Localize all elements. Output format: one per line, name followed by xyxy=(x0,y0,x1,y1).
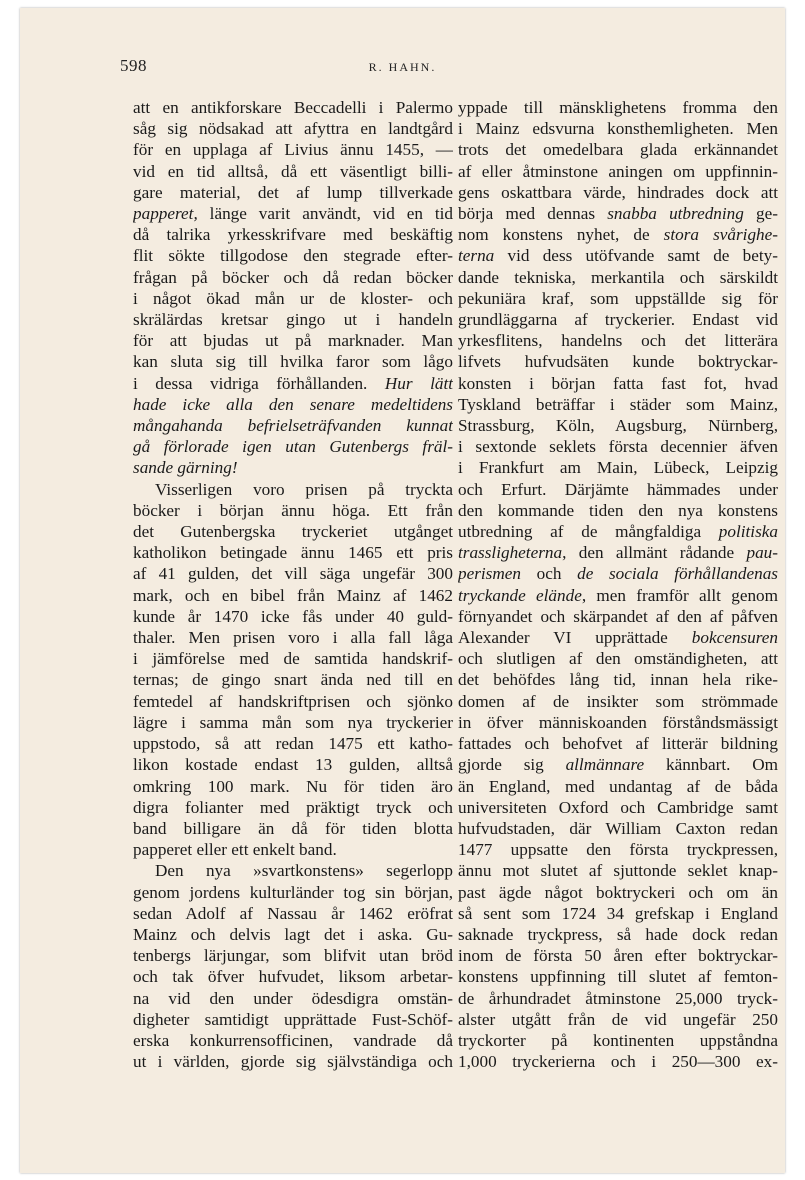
text-line: af 41 gulden, det vill säga ungefär 300 xyxy=(133,564,453,584)
text-line: sedan Adolf af Nassau år 1462 eröfrat xyxy=(133,903,453,923)
text-line xyxy=(458,521,778,542)
text-line: att en antikforskare Beccadelli i Palermo xyxy=(133,98,453,117)
paragraph-4 xyxy=(458,97,778,1072)
paragraph-3 xyxy=(133,860,453,1072)
text-line: de århundradet åtminstone 25,000 tryck- xyxy=(458,988,778,1008)
text-line: såg sig nödsakad att afyttra en landtgård xyxy=(133,119,453,139)
text-line: af eller åtminstone aningen om uppfinnin- xyxy=(458,161,778,181)
text-run: börja med dennas xyxy=(458,204,608,224)
paragraph-1 xyxy=(133,97,453,479)
italic-phrase: gå förlorade igen utan Gutenbergs fräl- xyxy=(133,437,453,457)
text-line: uppstodo, så att redan 1475 ett katho- xyxy=(133,734,453,754)
text-line: skrälärdas kretsar gingo ut i handeln xyxy=(133,310,453,330)
italic-phrase: trassligheterna xyxy=(458,543,563,563)
paragraph-2 xyxy=(133,479,453,861)
text-line: trots det omedelbara glada erkännandet xyxy=(458,140,778,160)
text-line: domen af de insikter som strömmade xyxy=(458,691,778,711)
text-run: Alexander VI upprättade xyxy=(458,628,692,648)
text-line xyxy=(133,436,453,457)
text-line: Strassburg, Köln, Augsburg, Nürnberg, xyxy=(458,416,778,436)
text-line xyxy=(458,245,778,266)
text-line xyxy=(458,585,778,606)
text-run: , men framför allt genom xyxy=(581,585,778,605)
text-line: omkring 100 mark. Nu för tiden äro xyxy=(133,776,453,796)
text-line: och Erfurt. Därjämte hämmades under xyxy=(458,479,778,499)
left-column xyxy=(133,97,453,1072)
text-line: yrkesflitens, handelns och det litterära xyxy=(458,331,778,351)
italic-word: papperet, xyxy=(133,204,198,224)
text-line: grundläggarna af tryckerier. Endast vid xyxy=(458,310,778,330)
text-line: det Gutenbergska tryckeriet utgånget xyxy=(133,522,453,542)
text-line: saknade tryckpress, så hade dock redan xyxy=(458,924,778,944)
text-line xyxy=(133,394,453,415)
text-line: tenbergs lärjungar, som blifvit utan bröd xyxy=(133,946,453,966)
text-line xyxy=(133,415,453,436)
text-run: gjorde sig xyxy=(458,755,566,775)
text-run: i dessa vidriga förhållanden. xyxy=(133,373,385,393)
text-line: in öfver människoanden förståndsmässigt xyxy=(458,712,778,732)
text-line: Tyskland beträffar i städer som Mainz, xyxy=(458,394,778,414)
text-run: och xyxy=(521,564,578,584)
italic-phrase: perismen xyxy=(458,564,522,584)
text-line: yppade till mänsklighetens fromma den xyxy=(458,98,778,117)
text-line: böcker i början ännu höga. Ett från xyxy=(133,500,453,520)
text-line: i Frankfurt am Main, Lübeck, Leipzig xyxy=(458,458,778,478)
text-line: thaler. Men prisen voro i alla fall låga xyxy=(133,628,453,648)
text-line: digra folianter med präktigt tryck och xyxy=(133,797,453,817)
text-line: i Mainz edsvurna konsthemligheten. Men xyxy=(458,119,778,139)
text-run: länge varit användt, vid en tid xyxy=(197,204,453,224)
text-line xyxy=(458,563,778,584)
text-line: lägre i samma mån som nya tryckerier xyxy=(133,712,453,732)
text-run: nom konstens nyhet, de xyxy=(458,225,664,245)
text-line: än England, med undantag af de båda xyxy=(458,776,778,796)
text-line: katholikon betingade ännu 1465 ett pris xyxy=(133,543,453,563)
text-line: past ägde något boktryckeri och om än xyxy=(458,882,778,902)
text-line xyxy=(458,203,778,224)
text-line: kunde år 1470 icke fås under 40 guld- xyxy=(133,606,453,626)
italic-phrase: pau- xyxy=(746,543,778,563)
text-line: ternas; de gingo snart ända ned till en xyxy=(133,670,453,690)
text-line: för en upplaga af Livius ännu 1455, — xyxy=(133,140,453,160)
italic-phrase: stora svårighe- xyxy=(663,225,778,245)
italic-phrase: sande gärning! xyxy=(133,458,238,478)
text-line: genom jordens kulturländer tog sin början, xyxy=(133,882,453,902)
text-line: i sextonde seklets första decennier äfven xyxy=(458,437,778,457)
text-line xyxy=(458,542,778,563)
text-line: gens oskattbara värde, hindrades dock att xyxy=(458,182,778,202)
text-line xyxy=(458,627,778,648)
text-line: då talrika yrkesskrifvare med beskäftig xyxy=(133,225,453,245)
italic-phrase: tryckande elände xyxy=(458,585,582,605)
text-line: förnyandet och skärpandet af den af påfven xyxy=(458,606,778,626)
italic-phrase: politiska xyxy=(718,522,778,542)
text-line: den kommande tiden den nya konstens xyxy=(458,500,778,520)
text-line: för att bjudas ut på marknader. Man xyxy=(133,331,453,351)
text-line: digheter samtidigt upprättade Fust-Schöf- xyxy=(133,1009,453,1029)
text-run: , den allmänt rådande xyxy=(562,543,747,563)
text-line xyxy=(458,754,778,775)
text-line: lifvets hufvudsäten kunde boktryckar- xyxy=(458,352,778,372)
text-line: tryckorter på kontinenten uppståndna xyxy=(458,1030,778,1050)
text-line: konsten i början fatta fast fot, hvad xyxy=(458,373,778,393)
text-line: mark, och en bibel från Mainz af 1462 xyxy=(133,585,453,605)
text-line: 1477 uppsatte den första tryckpressen, xyxy=(458,840,778,860)
text-line: frågan på böcker och då redan böcker xyxy=(133,267,453,287)
text-line: Visserligen voro prisen på tryckta xyxy=(155,479,453,499)
text-line: Den nya »svartkonstens» segerlopp xyxy=(155,861,453,881)
text-line: band billigare än då för tiden blotta xyxy=(133,818,453,838)
text-line: och tak öfver hufvudet, liksom arbetar- xyxy=(133,967,453,987)
text-line: Mainz och delvis lagt det i aska. Gu- xyxy=(133,924,453,944)
text-line xyxy=(133,457,453,478)
text-line: erska konkurrensofficinen, vandrade då xyxy=(133,1030,453,1050)
right-column xyxy=(458,97,778,1072)
text-run: utbredning af de mångfaldiga xyxy=(458,522,719,542)
text-line: papperet eller ett enkelt band. xyxy=(133,840,337,860)
text-line: kan sluta sig till hvilka faror som lågo xyxy=(133,352,453,372)
italic-phrase: snabba utbredning xyxy=(607,204,744,224)
text-line xyxy=(133,203,453,224)
text-line: och slutligen af den omständigheten, att xyxy=(458,649,778,669)
page-number: 598 xyxy=(120,56,147,75)
text-line: i något ökad mån ur de kloster- och xyxy=(133,288,453,308)
text-run: kännbart. Om xyxy=(644,755,778,775)
italic-phrase: bokcensuren xyxy=(691,628,778,648)
italic-phrase: terna xyxy=(458,246,495,266)
text-line: fattades och behofvet af litterär bildning xyxy=(458,734,778,754)
running-head: R. HAHN. xyxy=(368,60,437,74)
text-line: gare material, det af lump tillverkade xyxy=(133,182,453,202)
text-line: det behöfdes lång tid, innan hela rike- xyxy=(458,670,778,690)
text-line: i jämförelse med de samtida handskrif- xyxy=(133,649,453,669)
text-line: femtedel af handskriftprisen och sjönko xyxy=(133,691,453,711)
text-line: likon kostade endast 13 gulden, alltså xyxy=(133,755,453,775)
text-line: vid en tid alltså, då ett väsentligt billi- xyxy=(133,161,453,181)
text-run: vid dess utöfvande samt de bety- xyxy=(494,246,778,266)
text-line: konstens uppfinning till slutet af femton- xyxy=(458,967,778,987)
text-line: ut i världen, gjorde sig självständiga och xyxy=(133,1052,453,1072)
text-line: så sent som 1724 34 grefskap i England xyxy=(458,903,778,923)
italic-phrase: mångahanda befrielseträfvanden kunnat xyxy=(133,416,453,436)
text-line: hufvudstaden, där William Caxton redan xyxy=(458,818,778,838)
text-line: na vid den under ödesdigra omstän- xyxy=(133,988,453,1008)
text-line: ännu mot slutet af sjuttonde seklet knap- xyxy=(458,861,778,881)
text-line: inom de första 50 åren efter boktryckar- xyxy=(458,946,778,966)
text-line: universiteten Oxford och Cambridge samt xyxy=(458,797,778,817)
text-line: flit sökte tillgodose den stegrade efter- xyxy=(133,246,453,266)
text-run: ge- xyxy=(743,204,778,224)
italic-phrase: Hur lätt xyxy=(384,373,453,393)
text-line xyxy=(133,373,453,394)
text-line xyxy=(458,224,778,245)
italic-phrase: hade icke alla den senare medeltidens xyxy=(133,394,453,414)
text-line: alster utgått från de vid ungefär 250 xyxy=(458,1009,778,1029)
text-line: pekuniära kraf, som uppställde sig för xyxy=(458,288,778,308)
italic-phrase: allmännare xyxy=(565,755,645,775)
italic-phrase: de sociala förhållandenas xyxy=(577,564,778,584)
text-line: 1,000 tryckerierna och i 250—300 ex- xyxy=(458,1052,778,1072)
text-line: dande tekniska, merkantila och särskildt xyxy=(458,267,778,287)
